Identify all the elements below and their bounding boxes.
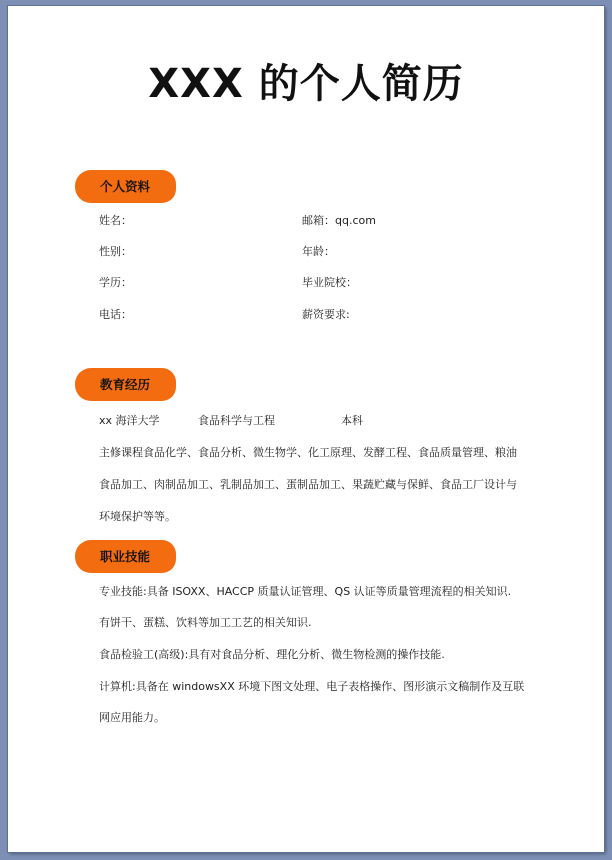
resume-title: XXX 的个人简历: [148, 61, 464, 107]
email-field: 邮箱：qq.com: [302, 214, 376, 227]
section-tab-personal-info: 个人资料: [75, 170, 176, 203]
skill-line: 有饼干、蛋糕、饮料等加工工艺的相关知识.: [99, 616, 312, 629]
education-level-field: 学历：: [99, 276, 132, 289]
graduate-school-field: 毕业院校：: [302, 276, 357, 289]
phone-field: 电话：: [99, 308, 132, 321]
salary-field: 薪资要求:: [302, 308, 350, 321]
skill-line: 食品检验工(高级):具有对食品分析、理化分析、微生物检测的操作技能.: [99, 648, 445, 661]
skill-line: 计算机:具备在 windowsXX 环境下图文处理、电子表格操作、图形演示文稿制作及互联: [99, 680, 525, 693]
skill-line: 网应用能力。: [99, 711, 165, 724]
section-tab-education: 教育经历: [75, 368, 176, 401]
name-field: 姓名：: [99, 214, 132, 227]
skill-line: 专业技能:具备 ISOXX、HACCP 质量认证管理、QS 认证等质量管理流程的相关知识.: [99, 585, 512, 598]
gender-field: 性别：: [99, 245, 132, 258]
education-school: xx 海洋大学: [99, 414, 160, 427]
document-page: [8, 6, 604, 852]
age-field: 年龄：: [302, 245, 335, 258]
education-degree: 本科: [341, 414, 363, 427]
section-tab-skills: 职业技能: [75, 540, 176, 573]
courses-line: 食品加工、肉制品加工、乳制品加工、蛋制品加工、果蔬贮藏与保鲜、食品工厂设计与: [99, 478, 517, 491]
courses-line: 主修课程食品化学、食品分析、微生物学、化工原理、发酵工程、食品质量管理、粮油: [99, 446, 517, 459]
courses-line: 环境保护等等。: [99, 510, 176, 523]
education-major: 食品科学与工程: [198, 414, 275, 427]
